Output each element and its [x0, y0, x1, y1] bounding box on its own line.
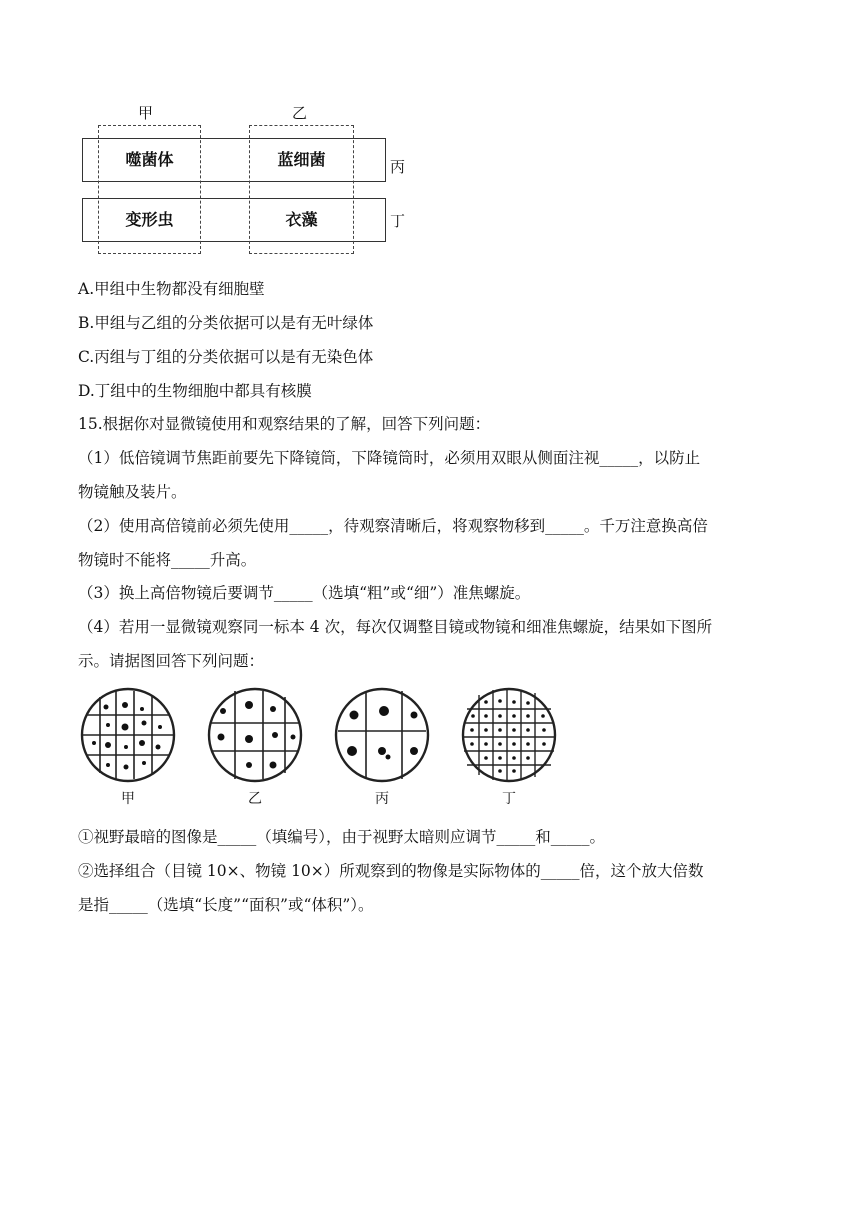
field-jia-image	[78, 685, 178, 785]
q15-answer-1: ①视野最暗的图像是_____（填编号），由于视野太暗则应调节_____和_____。	[78, 828, 606, 846]
option-b: B.甲组与乙组的分类依据可以是有无叶绿体	[78, 314, 374, 332]
field-label-bing: 丙	[375, 791, 389, 807]
row-label-ding: 丁	[390, 212, 406, 230]
classification-diagram	[78, 98, 418, 263]
group-label-jia: 甲	[138, 104, 154, 122]
organism-chlamydomonas: 衣藻	[285, 210, 318, 229]
q15-part4-line1: （4）若用一显微镜观察同一标本 4 次，每次仅调整目镜或物镜和细准焦螺旋，结果如下图所	[78, 618, 713, 636]
field-bing	[332, 685, 432, 810]
field-jia	[78, 685, 178, 810]
organism-phage: 噬菌体	[125, 150, 174, 169]
group-jia-box	[98, 125, 201, 254]
q15-part2-line2: 物镜时不能将_____升高。	[78, 551, 257, 569]
group-label-yi: 乙	[292, 104, 308, 122]
question-15-stem: 15.根据你对显微镜使用和观察结果的了解，回答下列问题：	[78, 415, 491, 433]
field-yi-image	[205, 685, 305, 785]
field-ding-image	[459, 685, 559, 785]
q15-part3: （3）换上高倍物镜后要调节_____（选填“粗”或“细”）准焦螺旋。	[78, 584, 531, 602]
field-label-ding: 丁	[502, 791, 516, 807]
group-yi-box	[249, 125, 354, 254]
field-yi	[205, 685, 305, 810]
field-label-jia: 甲	[121, 791, 135, 807]
organism-cyanobacteria: 蓝细菌	[277, 150, 326, 169]
q15-part2-line1: （2）使用高倍镜前必须先使用_____，待观察清晰后，将观察物移到_____。千万注意换高倍	[78, 517, 708, 535]
organism-amoeba: 变形虫	[125, 210, 174, 229]
field-bing-image	[332, 685, 432, 785]
row-label-bing: 丙	[390, 158, 406, 176]
q15-part4-line2: 示。请据图回答下列问题：	[78, 652, 265, 670]
option-a: A.甲组中生物都没有细胞壁	[78, 280, 265, 298]
field-label-yi: 乙	[248, 791, 262, 807]
q15-answer-2-line1: ②选择组合（目镜 10×、物镜 10×）所观察到的物像是实际物体的_____倍，这个放大倍数	[78, 862, 704, 880]
q15-part1-line1: （1）低倍镜调节焦距前要先下降镜筒，下降镜筒时，必须用双眼从侧面注视_____，以防止	[78, 449, 701, 467]
option-d: D.丁组中的生物细胞中都具有核膜	[78, 382, 312, 400]
field-ding	[459, 685, 559, 810]
q15-part1-line2: 物镜触及装片。	[78, 483, 187, 501]
q15-answer-2-line2: 是指_____（选填“长度”“面积”或“体积”）。	[78, 896, 374, 914]
option-c: C.丙组与丁组的分类依据可以是有无染色体	[78, 348, 374, 366]
microscope-fields-figure	[78, 685, 578, 810]
